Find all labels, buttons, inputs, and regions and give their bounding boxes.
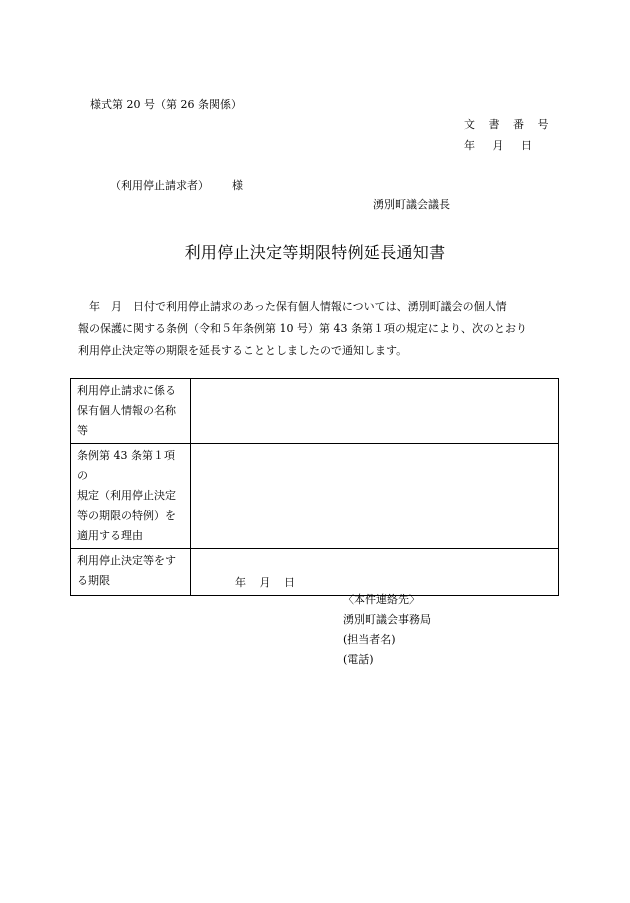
document-title: 利用停止決定等期限特例延長通知書 bbox=[184, 243, 446, 262]
table-row bbox=[71, 549, 559, 596]
table-label-deadline: 利用停止決定等をす る期限 bbox=[71, 549, 191, 596]
table-label-reason: 条例第 43 条第１項の 規定（利用停止決定 等の期限の特例）を 適用する理由 bbox=[71, 444, 191, 549]
body-line: 報の保護に関する条例（令和５年条例第 10 号）第 43 条第１項の規定により、次のとおり bbox=[78, 322, 527, 335]
contact-person: (担当者名) bbox=[343, 633, 396, 646]
table-row bbox=[71, 444, 559, 549]
table-value-info-name bbox=[191, 379, 559, 444]
recipient-honorific: 様 bbox=[232, 179, 243, 192]
contact-heading: 〈本件連絡先〉 bbox=[343, 593, 420, 606]
document-date-label: 年 月 日 bbox=[464, 139, 532, 152]
recipient-name: （利用停止請求者） bbox=[110, 179, 209, 192]
body-line: 年 月 日付で利用停止請求のあった保有個人情報については、湧別町議会の個人情 bbox=[78, 300, 507, 313]
info-table bbox=[70, 378, 559, 596]
contact-block bbox=[343, 590, 431, 670]
body-paragraph bbox=[78, 296, 558, 362]
contact-phone: (電話) bbox=[343, 653, 374, 666]
deadline-date: 年 月 日 bbox=[235, 576, 295, 589]
sender-name: 湧別町議会議長 bbox=[373, 198, 450, 211]
form-number: 様式第 20 号（第 26 条関係） bbox=[90, 98, 242, 111]
document-number-label: 文 書 番 号 bbox=[464, 118, 554, 131]
contact-office: 湧別町議会事務局 bbox=[343, 613, 431, 626]
body-line: 利用停止決定等の期限を延長することとしましたので通知します。 bbox=[78, 344, 408, 357]
table-value-reason bbox=[191, 444, 559, 549]
table-label-info-name: 利用停止請求に係る 保有個人情報の名称 等 bbox=[71, 379, 191, 444]
table-row bbox=[71, 379, 559, 444]
table-value-deadline bbox=[191, 549, 559, 596]
